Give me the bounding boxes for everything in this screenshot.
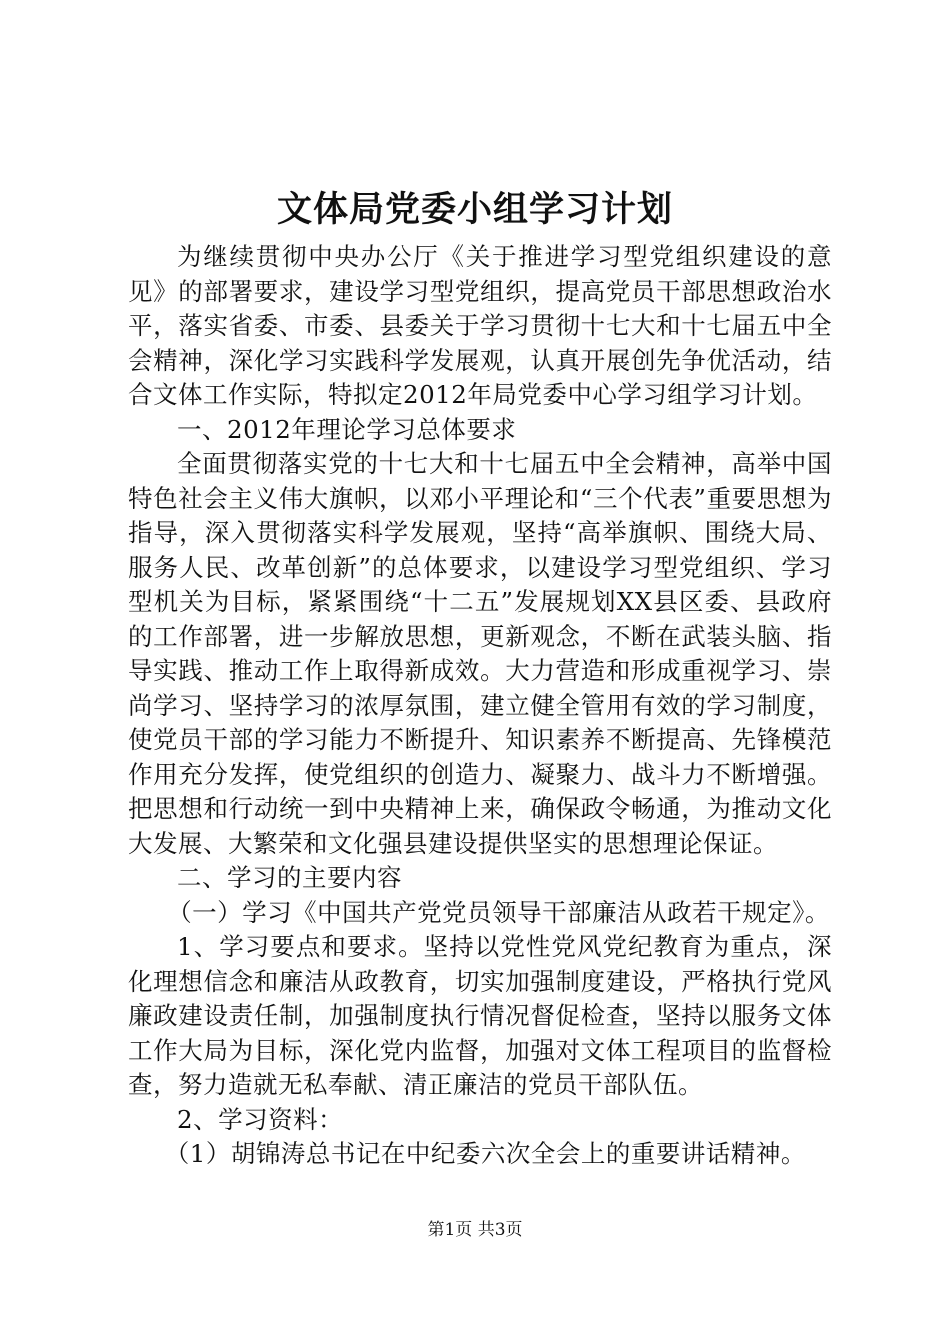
study-material-item-1: （1）胡锦涛总书记在中纪委六次全会上的重要讲话精神。 [164, 1139, 806, 1168]
intro-paragraph: 为继续贯彻中央办公厅《关于推进学习型党组织建设的意见》的部署要求，建设学习型党组织，提高党员干部思想政治水平，落实省委、市委、县委关于学习贯彻十七大和十七届五中全会精神，深化学习实践科学发展观，认真开展创先争优活动，结合文体工作实际，特拟定2012年局党委中心学习组学习计划。 [128, 242, 832, 409]
document-title: 文体局党委小组学习计划 [276, 189, 673, 230]
subsection-heading-1: （一）学习《中国共产党党员领导干部廉洁从政若干规定》。 [167, 897, 830, 927]
section-heading-2: 二、学习的主要内容 [177, 863, 402, 892]
document-body [128, 240, 832, 1172]
study-materials-heading: 2、学习资料： [177, 1104, 344, 1134]
requirements-paragraph: 全面贯彻落实党的十七大和十七届五中全会精神，高举中国特色社会主义伟大旗帜，以邓小平理论和“三个代表”重要思想为指导，深入贯彻落实科学发展观，坚持“高举旗帜、围绕大局、服务人民、改革创新”的总体要求，以建设学习型党组织、学习型机关为目标，紧紧围绕“十二五”发展规划XX县区委、县政府的工作部署，进一步解放思想，更新观念，不断在武装头脑、指导实践、推动工作上取得新成效。大力营造和形成重视学习、崇尚学习、坚持学习的浓厚氛围，建立健全管用有效的学习制度，使党员干部的学习能力不断提升、知识素养不断提高、先锋模范作用充分发挥，使党组织的创造力、凝聚力、战斗力不断增强。把思想和行动统一到中央精神上来，确保政令畅通，为推动文化大发展、大繁荣和文化强县建设提供坚实的思想理论保证。 [128, 449, 832, 858]
study-points-paragraph: 1、学习要点和要求。坚持以党性党风党纪教育为重点，深化理想信念和廉洁从政教育，切实加强制度建设，严格执行党风廉政建设责任制，加强制度执行情况督促检查，坚持以服务文体工作大局为目标，深化党内监督，加强对文体工程项目的监督检查，努力造就无私奉献、清正廉洁的党员干部队伍。 [128, 932, 832, 1099]
page-footer: 第1页 共3页 [427, 1220, 523, 1240]
section-heading-1: 一、2012年理论学习总体要求 [177, 414, 517, 444]
